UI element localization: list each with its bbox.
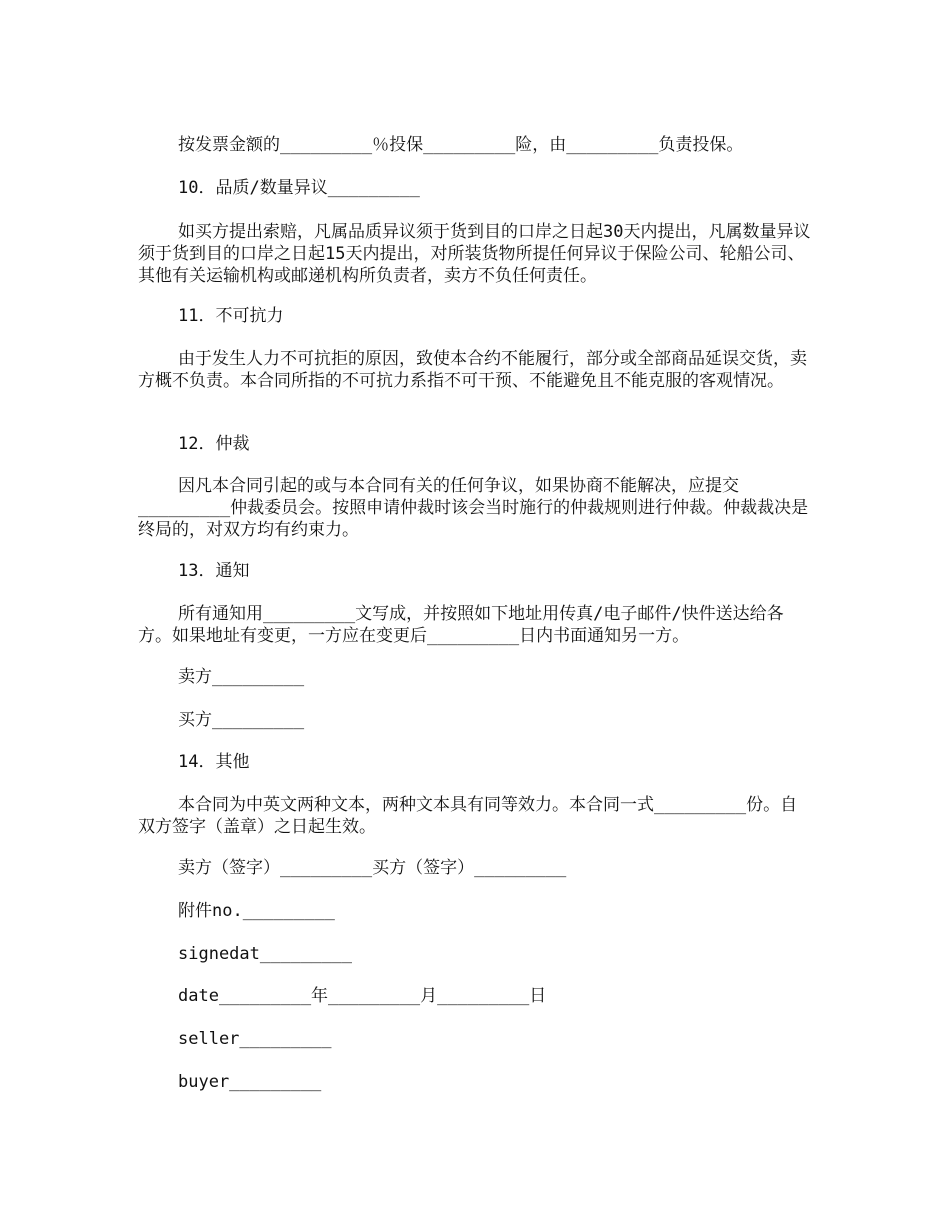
date-field: date_________年_________月_________日 [178, 986, 547, 1006]
section-10-heading: 10．品质/数量异议_________ [178, 178, 420, 198]
section-13-heading: 13．通知 [178, 561, 250, 581]
signed-at-field: signedat_________ [178, 944, 352, 964]
section-14-heading: 14．其他 [178, 752, 250, 772]
attachment-no-field: 附件no._________ [178, 901, 335, 921]
section-11-body: 由于发生人力不可抗拒的原因，致使本合约不能履行，部分或全部商品延误交货，卖方概不负责。本合同所指的不可抗力系指不可干预、不能避免且不能克服的客观情况。 [138, 349, 807, 391]
section-12-body: 因凡本合同引起的或与本合同有关的任何争议，如果协商不能解决，应提交_________仲裁委员会。按照申请仲裁时该会当时施行的仲裁规则进行仲裁。仲裁裁决是终局的，对双方均有约束力。 [138, 476, 809, 540]
seller-en-field: seller_________ [178, 1029, 332, 1049]
insurance-clause: 按发票金额的_________％投保_________险，由_________负责投保。 [178, 135, 744, 155]
buyer-field: 买方_________ [178, 710, 305, 730]
section-14-body: 本合同为中英文两种文本，两种文本具有同等效力。本合同一式_________份。自双方签字（盖章）之日起生效。 [138, 795, 798, 837]
signature-line: 卖方（签字）_________买方（签字）_________ [178, 858, 567, 878]
seller-field: 卖方_________ [178, 667, 305, 687]
section-12-heading: 12．仲裁 [178, 434, 250, 454]
buyer-en-field: buyer_________ [178, 1072, 322, 1092]
section-11-heading: 11．不可抗力 [178, 306, 284, 326]
section-13-body: 所有通知用_________文写成，并按照如下地址用传真/电子邮件/快件送达给各方。如果地址有变更，一方应在变更后_________日内书面通知另一方。 [138, 604, 784, 646]
section-10-body: 如买方提出索赔，凡属品质异议须于货到目的口岸之日起30天内提出，凡属数量异议须于货到目的口岸之日起15天内提出，对所装货物所提任何异议于保险公司、轮船公司、其他有关运输机构或邮递机构所负责者，卖方不负任何责任。 [138, 222, 811, 286]
